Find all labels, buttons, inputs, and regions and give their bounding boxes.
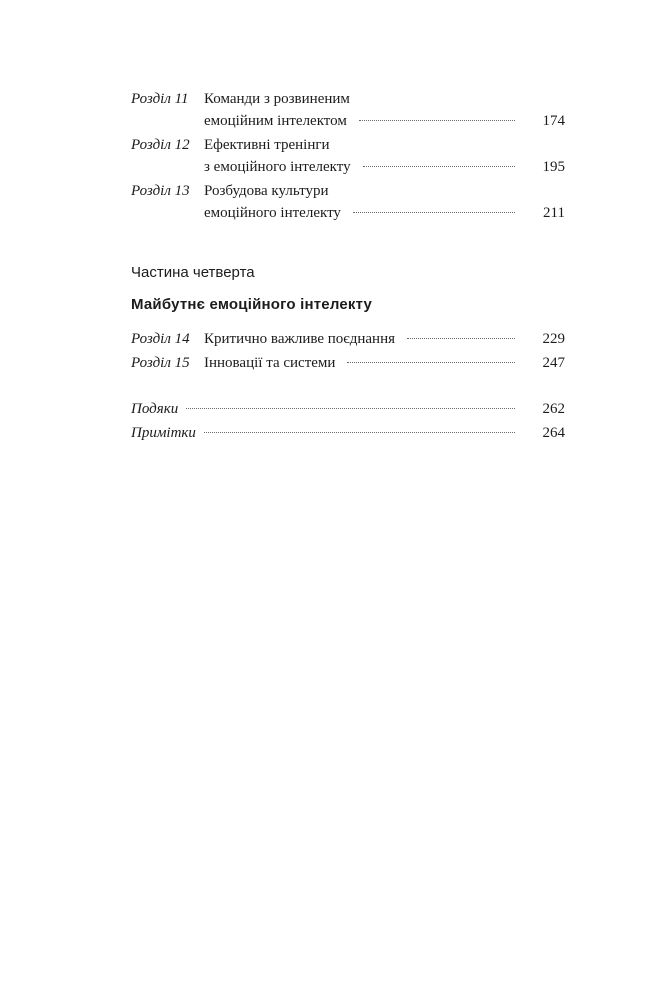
toc-entry-notes[interactable] [131,422,565,444]
toc-entry-chapter-11[interactable] [131,88,565,132]
chapter-label: Розділ 12 [131,137,190,153]
dot-leader [359,119,515,121]
dot-leader [407,337,515,339]
chapter-title [204,180,525,224]
chapter-title-line: Критично важливе поєднання [204,331,395,347]
chapter-label: Розділ 14 [131,331,190,347]
dot-leader [204,431,515,433]
page-number: 195 [542,159,565,175]
dot-leader [353,211,515,213]
table-of-contents [131,88,565,444]
page-number: 211 [543,205,565,221]
page-number: 247 [542,355,565,371]
chapter-label: Розділ 15 [131,355,190,371]
page-number: 264 [542,425,565,441]
chapter-title-line: Команди з розвиненим [204,91,350,107]
chapter-title-line: емоційним інтелектом [204,113,347,129]
toc-entry-chapter-14[interactable] [131,328,565,350]
chapter-title [204,352,525,374]
page-number: 262 [542,401,565,417]
chapter-title-line: Розбудова культури [204,183,329,199]
chapter-title [204,88,525,132]
chapter-title [204,134,525,178]
toc-entry-chapter-12[interactable] [131,134,565,178]
part-label: Частина четверта [131,264,255,281]
chapter-title-line: з емоційного інтелекту [204,159,351,175]
chapter-title [204,328,525,350]
dot-leader [186,407,515,409]
back-matter-label: Примітки [131,425,196,441]
toc-entry-chapter-15[interactable] [131,352,565,374]
page-number: 174 [542,113,565,129]
chapter-label: Розділ 13 [131,183,190,199]
chapter-label: Розділ 11 [131,91,189,107]
dot-leader [363,165,515,167]
back-matter-label: Подяки [131,401,179,417]
toc-entry-acknowledgements[interactable] [131,398,565,420]
chapter-title-line: Ефективні тренінги [204,137,330,153]
dot-leader [347,361,515,363]
chapter-title-line: емоційного інтелекту [204,205,341,221]
chapter-title-line: Інновації та системи [204,355,336,371]
toc-entry-chapter-13[interactable] [131,180,565,224]
page-number: 229 [542,331,565,347]
part-title: Майбутнє емоційного інтелекту [131,296,373,313]
